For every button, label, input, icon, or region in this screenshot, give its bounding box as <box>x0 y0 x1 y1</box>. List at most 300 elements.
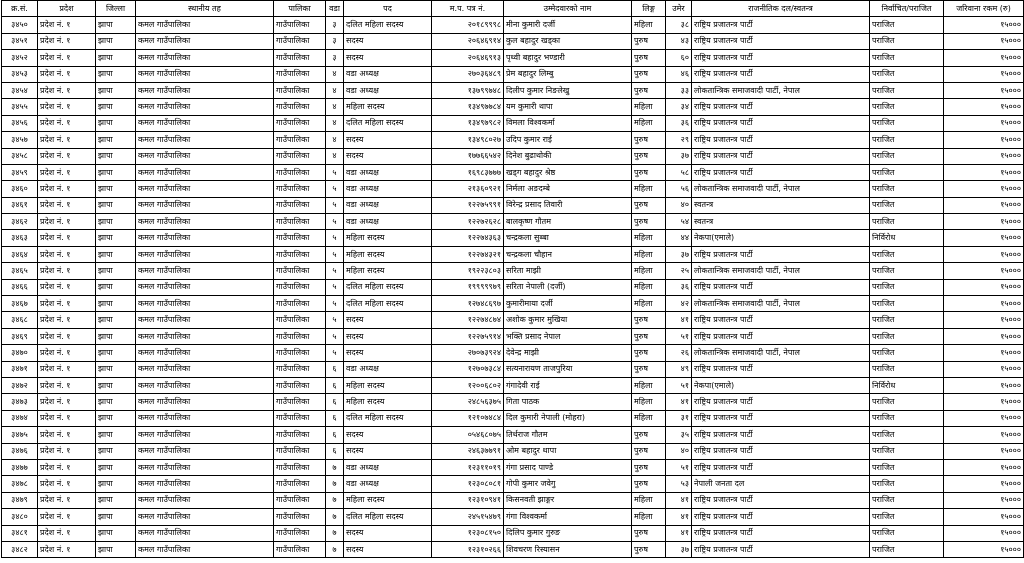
cell-serial: ३४५७ <box>2 132 38 148</box>
cell-ward: ७ <box>326 476 344 492</box>
cell-ward: ३ <box>326 50 344 66</box>
cell-ward: ५ <box>326 279 344 295</box>
cell-province: प्रदेश नं. १ <box>38 279 96 295</box>
cell-municipality-type: गाउँपालिका <box>274 509 326 525</box>
cell-fine-amount: १५००० <box>944 525 1024 541</box>
cell-age: ३७ <box>666 541 692 557</box>
cell-nomination-number: २०६४६९१४ <box>432 33 504 49</box>
cell-post: सदस्य <box>344 148 432 164</box>
cell-municipality-type: गाउँपालिका <box>274 427 326 443</box>
cell-ward: ५ <box>326 230 344 246</box>
cell-municipality-type: गाउँपालिका <box>274 115 326 131</box>
table-row <box>2 214 1024 230</box>
cell-age: ३६ <box>666 115 692 131</box>
cell-municipality-type: गाउँपालिका <box>274 492 326 508</box>
table-row <box>2 296 1024 312</box>
cell-result: पराजित <box>870 33 944 49</box>
cell-post: महिला सदस्य <box>344 394 432 410</box>
cell-candidate-name: विरेन्द्र प्रसाद तिवारी <box>504 197 632 213</box>
cell-nomination-number: १२२७५९१४ <box>432 328 504 344</box>
cell-age: ३५ <box>666 427 692 443</box>
cell-fine-amount: १५००० <box>944 115 1024 131</box>
cell-candidate-name: चन्द्रकला सुब्बा <box>504 230 632 246</box>
cell-post: वडा अध्यक्ष <box>344 476 432 492</box>
cell-province: प्रदेश नं. १ <box>38 246 96 262</box>
cell-age: ३६ <box>666 279 692 295</box>
cell-ward: ४ <box>326 66 344 82</box>
cell-municipality-type: गाउँपालिका <box>274 132 326 148</box>
cell-result: पराजित <box>870 263 944 279</box>
cell-result: पराजित <box>870 427 944 443</box>
table-row <box>2 476 1024 492</box>
cell-fine-amount: १५००० <box>944 427 1024 443</box>
cell-result: पराजित <box>870 17 944 33</box>
cell-candidate-name: निर्मला अङदम्बे <box>504 181 632 197</box>
table-row <box>2 345 1024 361</box>
cell-result: पराजित <box>870 50 944 66</box>
cell-province: प्रदेश नं. १ <box>38 197 96 213</box>
cell-gender: महिला <box>632 394 666 410</box>
cell-municipality-type: गाउँपालिका <box>274 197 326 213</box>
cell-nomination-number: १२२७४३२१ <box>432 246 504 262</box>
cell-age: ५८ <box>666 164 692 180</box>
table-row <box>2 279 1024 295</box>
cell-serial: ३४७८ <box>2 476 38 492</box>
cell-district: झापा <box>96 459 136 475</box>
cell-ward: ७ <box>326 509 344 525</box>
cell-district: झापा <box>96 197 136 213</box>
cell-gender: पुरुष <box>632 328 666 344</box>
cell-local-level: कमल गाउँपालिका <box>136 99 274 115</box>
cell-province: प्रदेश नं. १ <box>38 377 96 393</box>
cell-municipality-type: गाउँपालिका <box>274 50 326 66</box>
cell-municipality-type: गाउँपालिका <box>274 377 326 393</box>
cell-party: राष्ट्रिय प्रजातन्त्र पार्टी <box>692 312 870 328</box>
cell-local-level: कमल गाउँपालिका <box>136 33 274 49</box>
cell-serial: ३४५८ <box>2 148 38 164</box>
cell-party: राष्ट्रिय प्रजातन्त्र पार्टी <box>692 328 870 344</box>
cell-local-level: कमल गाउँपालिका <box>136 459 274 475</box>
cell-fine-amount: १५००० <box>944 197 1024 213</box>
cell-local-level: कमल गाउँपालिका <box>136 82 274 98</box>
cell-ward: ५ <box>326 164 344 180</box>
cell-fine-amount: १५००० <box>944 181 1024 197</box>
cell-municipality-type: गाउँपालिका <box>274 394 326 410</box>
cell-province: प्रदेश नं. १ <box>38 164 96 180</box>
cell-serial: ३४६७ <box>2 296 38 312</box>
cell-province: प्रदेश नं. १ <box>38 492 96 508</box>
cell-local-level: कमल गाउँपालिका <box>136 476 274 492</box>
cell-nomination-number: १३४९७७८४ <box>432 99 504 115</box>
cell-party: राष्ट्रिय प्रजातन्त्र पार्टी <box>692 33 870 49</box>
cell-ward: ६ <box>326 377 344 393</box>
cell-candidate-name: मीना कुमारी दर्जी <box>504 17 632 33</box>
cell-nomination-number: १२२७४८७४ <box>432 312 504 328</box>
cell-gender: महिला <box>632 246 666 262</box>
cell-candidate-name: विमला विश्वकर्मा <box>504 115 632 131</box>
cell-ward: ४ <box>326 99 344 115</box>
cell-party: राष्ट्रिय प्रजातन्त्र पार्टी <box>692 50 870 66</box>
cell-result: पराजित <box>870 82 944 98</box>
cell-province: प्रदेश नं. १ <box>38 66 96 82</box>
cell-result: पराजित <box>870 214 944 230</box>
cell-district: झापा <box>96 427 136 443</box>
table-body <box>2 17 1024 558</box>
cell-result: पराजित <box>870 476 944 492</box>
cell-party: राष्ट्रिय प्रजातन्त्र पार्टी <box>692 509 870 525</box>
cell-result: पराजित <box>870 541 944 557</box>
header-local-level: स्थानीय तह <box>136 1 274 17</box>
cell-district: झापा <box>96 312 136 328</box>
cell-party: राष्ट्रिय प्रजातन्त्र पार्टी <box>692 99 870 115</box>
cell-party: राष्ट्रिय प्रजातन्त्र पार्टी <box>692 410 870 426</box>
cell-serial: ३४६० <box>2 181 38 197</box>
cell-local-level: कमल गाउँपालिका <box>136 427 274 443</box>
cell-candidate-name: गंगा विश्वकर्मा <box>504 509 632 525</box>
table-row <box>2 66 1024 82</box>
cell-serial: ३४६२ <box>2 214 38 230</box>
cell-gender: पुरुष <box>632 459 666 475</box>
cell-result: पराजित <box>870 509 944 525</box>
cell-nomination-number: २०१८९९९८ <box>432 17 504 33</box>
cell-age: ३३ <box>666 82 692 98</box>
cell-result: पराजित <box>870 492 944 508</box>
cell-fine-amount: १५००० <box>944 50 1024 66</box>
cell-party: लोकतान्त्रिक समाजवादी पार्टी, नेपाल <box>692 263 870 279</box>
cell-local-level: कमल गाउँपालिका <box>136 328 274 344</box>
cell-fine-amount: १५००० <box>944 377 1024 393</box>
cell-party: राष्ट्रिय प्रजातन्त्र पार्टी <box>692 279 870 295</box>
table-row <box>2 230 1024 246</box>
cell-province: प्रदेश नं. १ <box>38 214 96 230</box>
cell-candidate-name: खड्ग बहादुर श्रेष्ठ <box>504 164 632 180</box>
cell-province: प्रदेश नं. १ <box>38 394 96 410</box>
table-row <box>2 410 1024 426</box>
cell-age: ४१ <box>666 492 692 508</box>
cell-municipality-type: गाउँपालिका <box>274 66 326 82</box>
cell-local-level: कमल गाउँपालिका <box>136 509 274 525</box>
cell-age: ४९ <box>666 361 692 377</box>
table-row <box>2 164 1024 180</box>
cell-local-level: कमल गाउँपालिका <box>136 345 274 361</box>
table-row <box>2 263 1024 279</box>
cell-nomination-number: १२००६८०२ <box>432 377 504 393</box>
cell-result: पराजित <box>870 459 944 475</box>
cell-age: ४४ <box>666 230 692 246</box>
cell-local-level: कमल गाउँपालिका <box>136 197 274 213</box>
cell-serial: ३४५० <box>2 17 38 33</box>
cell-serial: ३४६८ <box>2 312 38 328</box>
cell-candidate-name: देवेन्द्र माझी <box>504 345 632 361</box>
cell-post: महिला सदस्य <box>344 377 432 393</box>
cell-local-level: कमल गाउँपालिका <box>136 115 274 131</box>
cell-post: सदस्य <box>344 345 432 361</box>
cell-post: सदस्य <box>344 328 432 344</box>
cell-province: प्रदेश नं. १ <box>38 328 96 344</box>
cell-result: पराजित <box>870 312 944 328</box>
header-province: प्रदेश <box>38 1 96 17</box>
cell-age: ५१ <box>666 328 692 344</box>
table-row <box>2 17 1024 33</box>
header-ward: वडा <box>326 1 344 17</box>
cell-candidate-name: प्रेम बहादुर लिम्बु <box>504 66 632 82</box>
cell-age: २९ <box>666 132 692 148</box>
cell-serial: ३४७६ <box>2 443 38 459</box>
header-municipality-type: पालिका <box>274 1 326 17</box>
cell-candidate-name: कुमारीमाया दर्जी <box>504 296 632 312</box>
cell-result: पराजित <box>870 197 944 213</box>
cell-ward: ५ <box>326 181 344 197</box>
cell-municipality-type: गाउँपालिका <box>274 164 326 180</box>
cell-local-level: कमल गाउँपालिका <box>136 492 274 508</box>
table-row <box>2 148 1024 164</box>
cell-municipality-type: गाउँपालिका <box>274 476 326 492</box>
cell-local-level: कमल गाउँपालिका <box>136 214 274 230</box>
cell-fine-amount: १५००० <box>944 66 1024 82</box>
table-row <box>2 132 1024 148</box>
cell-age: २६ <box>666 345 692 361</box>
cell-result: पराजित <box>870 361 944 377</box>
cell-district: झापा <box>96 541 136 557</box>
cell-serial: ३४७७ <box>2 459 38 475</box>
table-row <box>2 541 1024 557</box>
cell-serial: ३४८० <box>2 509 38 525</box>
cell-nomination-number: १२१०७४८४ <box>432 410 504 426</box>
cell-nomination-number: २०६४६९१३ <box>432 50 504 66</box>
table-row <box>2 181 1024 197</box>
cell-age: २५ <box>666 263 692 279</box>
cell-nomination-number: १२३११०१९ <box>432 459 504 475</box>
cell-local-level: कमल गाउँपालिका <box>136 377 274 393</box>
cell-district: झापा <box>96 148 136 164</box>
cell-post: दलित महिला सदस्य <box>344 410 432 426</box>
cell-province: प्रदेश नं. १ <box>38 410 96 426</box>
cell-municipality-type: गाउँपालिका <box>274 459 326 475</box>
cell-serial: ३४७३ <box>2 394 38 410</box>
cell-gender: पुरुष <box>632 164 666 180</box>
cell-province: प्रदेश नं. १ <box>38 115 96 131</box>
cell-candidate-name: अशोक कुमार मुखिया <box>504 312 632 328</box>
cell-age: ३८ <box>666 17 692 33</box>
cell-local-level: कमल गाउँपालिका <box>136 132 274 148</box>
cell-serial: ३४६१ <box>2 197 38 213</box>
cell-post: महिला सदस्य <box>344 99 432 115</box>
cell-result: पराजित <box>870 181 944 197</box>
cell-serial: ३४७४ <box>2 410 38 426</box>
table-row <box>2 99 1024 115</box>
cell-party: राष्ट्रिय प्रजातन्त्र पार्टी <box>692 164 870 180</box>
cell-gender: पुरुष <box>632 312 666 328</box>
cell-gender: पुरुष <box>632 476 666 492</box>
cell-nomination-number: १९२२३८०३ <box>432 263 504 279</box>
cell-ward: ४ <box>326 148 344 164</box>
cell-district: झापा <box>96 99 136 115</box>
cell-post: वडा अध्यक्ष <box>344 361 432 377</box>
cell-nomination-number: १३७९९७४८ <box>432 82 504 98</box>
cell-candidate-name: यम कुमारी थापा <box>504 99 632 115</box>
cell-local-level: कमल गाउँपालिका <box>136 148 274 164</box>
cell-gender: पुरुष <box>632 214 666 230</box>
cell-party: लोकतान्त्रिक समाजवादी पार्टी, नेपाल <box>692 82 870 98</box>
cell-age: ४१ <box>666 525 692 541</box>
cell-gender: महिला <box>632 410 666 426</box>
cell-gender: पुरुष <box>632 148 666 164</box>
cell-local-level: कमल गाउँपालिका <box>136 230 274 246</box>
cell-gender: पुरुष <box>632 361 666 377</box>
cell-age: ५१ <box>666 459 692 475</box>
cell-party: स्वतन्त्र <box>692 197 870 213</box>
cell-result: पराजित <box>870 66 944 82</box>
cell-fine-amount: १५००० <box>944 410 1024 426</box>
cell-local-level: कमल गाउँपालिका <box>136 17 274 33</box>
cell-candidate-name: भक्ति प्रसाद नेपाल <box>504 328 632 344</box>
cell-result: पराजित <box>870 410 944 426</box>
cell-fine-amount: १५००० <box>944 214 1024 230</box>
cell-nomination-number: २४८५६३७५ <box>432 394 504 410</box>
table-row <box>2 361 1024 377</box>
cell-municipality-type: गाउँपालिका <box>274 82 326 98</box>
cell-post: दलित महिला सदस्य <box>344 509 432 525</box>
cell-candidate-name: चन्द्रकला चौहान <box>504 246 632 262</box>
cell-result: निर्विरोध <box>870 230 944 246</box>
cell-serial: ३४६९ <box>2 328 38 344</box>
cell-post: सदस्य <box>344 312 432 328</box>
cell-municipality-type: गाउँपालिका <box>274 279 326 295</box>
cell-nomination-number: १२३०८०८१ <box>432 476 504 492</box>
cell-candidate-name: उदिप कुमार राई <box>504 132 632 148</box>
cell-fine-amount: १५००० <box>944 99 1024 115</box>
cell-ward: ६ <box>326 361 344 377</box>
cell-party: नेकपा(एमाले) <box>692 230 870 246</box>
cell-age: ३४ <box>666 99 692 115</box>
cell-province: प्रदेश नं. १ <box>38 459 96 475</box>
cell-serial: ३४७० <box>2 345 38 361</box>
cell-candidate-name: तिर्थराज गौतम <box>504 427 632 443</box>
cell-ward: ५ <box>326 214 344 230</box>
cell-post: वडा अध्यक्ष <box>344 459 432 475</box>
cell-fine-amount: १५००० <box>944 263 1024 279</box>
cell-province: प्रदेश नं. १ <box>38 230 96 246</box>
cell-candidate-name: दिल कुमारी नेपाली (मोहरा) <box>504 410 632 426</box>
cell-gender: महिला <box>632 181 666 197</box>
cell-post: वडा अध्यक्ष <box>344 164 432 180</box>
cell-candidate-name: गंगा प्रसाद पाण्डे <box>504 459 632 475</box>
cell-nomination-number: १२२७५९९१ <box>432 197 504 213</box>
cell-fine-amount: १५००० <box>944 443 1024 459</box>
cell-ward: ५ <box>326 345 344 361</box>
cell-local-level: कमल गाउँपालिका <box>136 541 274 557</box>
cell-fine-amount: १५००० <box>944 164 1024 180</box>
cell-gender: महिला <box>632 263 666 279</box>
cell-candidate-name: गोपी कुमार जवेगु <box>504 476 632 492</box>
cell-candidate-name: सरिता माझी <box>504 263 632 279</box>
cell-candidate-name: ओम बहादुर थापा <box>504 443 632 459</box>
cell-serial: ३४५१ <box>2 33 38 49</box>
cell-municipality-type: गाउँपालिका <box>274 214 326 230</box>
header-gender: लिङ्ग <box>632 1 666 17</box>
cell-nomination-number: १९९९९९७९ <box>432 279 504 295</box>
cell-candidate-name: सत्यनारायण ताजपुरिया <box>504 361 632 377</box>
cell-district: झापा <box>96 476 136 492</box>
cell-district: झापा <box>96 279 136 295</box>
cell-gender: महिला <box>632 492 666 508</box>
cell-result: पराजित <box>870 99 944 115</box>
cell-result: पराजित <box>870 132 944 148</box>
table-row <box>2 394 1024 410</box>
cell-ward: ६ <box>326 394 344 410</box>
cell-candidate-name: पृथ्वी बहादुर भण्डारी <box>504 50 632 66</box>
cell-ward: ४ <box>326 132 344 148</box>
cell-nomination-number: १३४९७९८२ <box>432 115 504 131</box>
cell-party: राष्ट्रिय प्रजातन्त्र पार्टी <box>692 541 870 557</box>
table-row <box>2 197 1024 213</box>
cell-province: प्रदेश नं. १ <box>38 312 96 328</box>
cell-serial: ३४५२ <box>2 50 38 66</box>
cell-municipality-type: गाउँपालिका <box>274 148 326 164</box>
cell-result: पराजित <box>870 296 944 312</box>
header-result: निर्वाचित/पराजित <box>870 1 944 17</box>
cell-result: पराजित <box>870 148 944 164</box>
cell-post: महिला सदस्य <box>344 230 432 246</box>
cell-party: राष्ट्रिय प्रजातन्त्र पार्टी <box>692 246 870 262</box>
cell-gender: पुरुष <box>632 197 666 213</box>
header-candidate-name: उम्मेदवारको नाम <box>504 1 632 17</box>
cell-district: झापा <box>96 525 136 541</box>
cell-party: राष्ट्रिय प्रजातन्त्र पार्टी <box>692 443 870 459</box>
table-row <box>2 50 1024 66</box>
cell-municipality-type: गाउँपालिका <box>274 361 326 377</box>
cell-ward: ५ <box>326 328 344 344</box>
cell-ward: ४ <box>326 82 344 98</box>
cell-candidate-name: सरिता नेपाली (दर्जी) <box>504 279 632 295</box>
cell-fine-amount: १५००० <box>944 459 1024 475</box>
header-party: राजनीतिक दल/स्वतन्त्र <box>692 1 870 17</box>
cell-gender: पुरुष <box>632 82 666 98</box>
header-post: पद <box>344 1 432 17</box>
table-row <box>2 33 1024 49</box>
cell-province: प्रदेश नं. १ <box>38 443 96 459</box>
cell-ward: ३ <box>326 33 344 49</box>
cell-ward: ७ <box>326 492 344 508</box>
cell-post: सदस्य <box>344 443 432 459</box>
cell-result: पराजित <box>870 443 944 459</box>
cell-nomination-number: १२२७२६२८ <box>432 214 504 230</box>
cell-district: झापा <box>96 66 136 82</box>
cell-municipality-type: गाउँपालिका <box>274 17 326 33</box>
cell-local-level: कमल गाउँपालिका <box>136 279 274 295</box>
cell-local-level: कमल गाउँपालिका <box>136 296 274 312</box>
cell-ward: ५ <box>326 312 344 328</box>
cell-candidate-name: गिता पाठक <box>504 394 632 410</box>
header-row <box>2 1 1024 17</box>
cell-ward: ५ <box>326 296 344 312</box>
cell-age: ४१ <box>666 394 692 410</box>
cell-nomination-number: २७०७३९२४ <box>432 345 504 361</box>
cell-gender: पुरुष <box>632 427 666 443</box>
cell-post: सदस्य <box>344 541 432 557</box>
cell-province: प्रदेश नं. १ <box>38 82 96 98</box>
cell-district: झापा <box>96 17 136 33</box>
cell-fine-amount: १५००० <box>944 230 1024 246</box>
cell-district: झापा <box>96 50 136 66</box>
cell-age: ५३ <box>666 476 692 492</box>
cell-fine-amount: १५००० <box>944 541 1024 557</box>
cell-fine-amount: १५००० <box>944 279 1024 295</box>
cell-ward: ६ <box>326 427 344 443</box>
cell-post: दलित महिला सदस्य <box>344 115 432 131</box>
cell-fine-amount: १५००० <box>944 132 1024 148</box>
cell-gender: महिला <box>632 377 666 393</box>
